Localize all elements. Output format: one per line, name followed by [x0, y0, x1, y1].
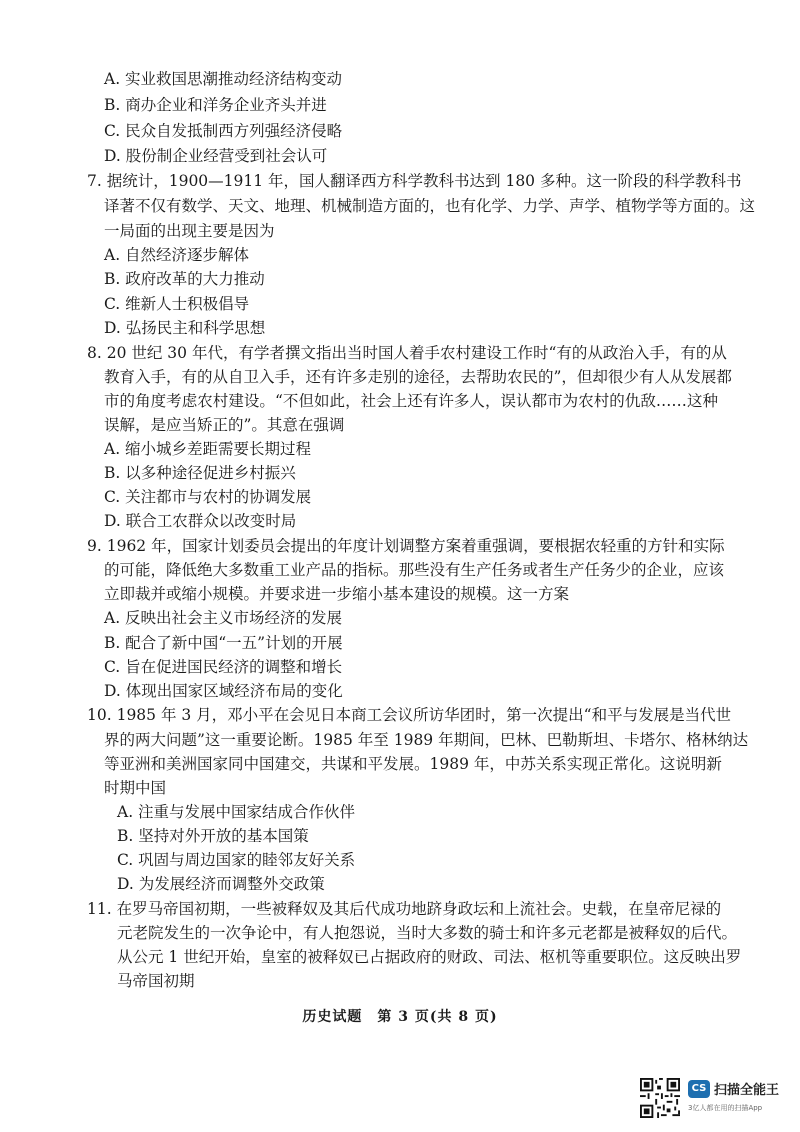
q7-option-d: D. 弘扬民主和科学思想: [104, 319, 266, 337]
q6-option-d: D. 股份制企业经营受到社会认可: [104, 147, 328, 165]
q9-option-d: D. 体现出国家区域经济布局的变化: [104, 682, 343, 700]
q10-option-a: A. 注重与发展中国家结成合作伙伴: [117, 803, 356, 821]
q6-option-c: C. 民众自发抵制西方列强经济侵略: [104, 122, 343, 140]
scanner-tagline: 3亿人都在用的扫描App: [688, 1104, 763, 1112]
q6-option-a: A. 实业救国思潮推动经济结构变动: [104, 70, 343, 88]
q8-option-b: B. 以多种途径促进乡村振兴: [104, 464, 296, 482]
q10-option-d: D. 为发展经济而调整外交政策: [117, 875, 325, 893]
q11-stem-line-3: 从公元 1 世纪开始，皇室的被释奴已占据政府的财政、司法、枢机等重要职位。这反映出罗: [117, 948, 742, 966]
q8-stem-line-1: 8. 20 世纪 30 年代，有学者撰文指出当时国人着手农村建设工作时“有的从政治入手，有的从: [87, 344, 727, 362]
q7-stem-line-3: 一局面的出现主要是因为: [104, 222, 275, 240]
q9-option-c: C. 旨在促进国民经济的调整和增长: [104, 658, 343, 676]
scanner-logo: CS: [688, 1080, 710, 1098]
q8-option-c: C. 关注都市与农村的协调发展: [104, 488, 312, 506]
scanner-brand: 扫描全能王: [714, 1083, 780, 1098]
q9-option-a: A. 反映出社会主义市场经济的发展: [104, 609, 343, 627]
q11-stem-line-4: 马帝国初期: [117, 972, 195, 990]
q9-stem-line-1: 9. 1962 年，国家计划委员会提出的年度计划调整方案着重强调，要根据农轻重的方针和实际: [87, 537, 725, 555]
scanner-watermark: [640, 1076, 790, 1122]
q10-option-c: C. 巩固与周边国家的睦邻友好关系: [117, 851, 356, 869]
q7-option-a: A. 自然经济逐步解体: [104, 246, 250, 264]
q7-stem-line-1: 7. 据统计，1900—1911 年，国人翻译西方科学教科书达到 180 多种。这一阶段的科学教科书: [87, 172, 742, 190]
q11-stem-line-1: 11. 在罗马帝国初期，一些被释奴及其后代成功地跻身政坛和上流社会。史载，在皇帝尼禄的: [87, 900, 722, 918]
page-footer: 历史试题 第 3 页(共 8 页): [302, 1009, 498, 1025]
q7-option-c: C. 维新人士积极倡导: [104, 295, 250, 313]
q9-option-b: B. 配合了新中国“一五”计划的开展: [104, 634, 343, 652]
q10-stem-line-2: 界的两大问题”这一重要论断。1985 年至 1989 年期间，巴林、巴勒斯坦、卡塔尔、格林纳达: [104, 731, 749, 749]
q10-stem-line-4: 时期中国: [104, 779, 167, 797]
q11-stem-line-2: 元老院发生的一次争论中，有人抱怨说，当时大多数的骑士和许多元老都是被释奴的后代。: [117, 924, 738, 942]
qr-code-icon: [640, 1078, 680, 1118]
q6-option-b: B. 商办企业和洋务企业齐头并进: [104, 96, 327, 114]
q10-stem-line-3: 等亚洲和美洲国家同中国建交，共谋和平发展。1989 年，中苏关系实现正常化。这说明新: [104, 755, 722, 773]
q8-stem-line-3: 市的角度考虑农村建设。“不但如此，社会上还有许多人，误认都市为农村的仇敌……这种: [104, 392, 718, 410]
q10-option-b: B. 坚持对外开放的基本国策: [117, 827, 309, 845]
q9-stem-line-3: 立即裁并或缩小规模。并要求进一步缩小基本建设的规模。这一方案: [104, 585, 570, 603]
q8-option-a: A. 缩小城乡差距需要长期过程: [104, 440, 312, 458]
q8-stem-line-2: 教育入手，有的从自卫入手，还有许多走别的途径，去帮助农民的”，但却很少有人从发展都: [104, 368, 732, 386]
q8-stem-line-4: 误解，是应当矫正的”。其意在强调: [104, 416, 345, 434]
q7-stem-line-2: 译著不仅有数学、天文、地理、机械制造方面的，也有化学、力学、声学、植物学等方面的。这: [104, 197, 756, 215]
q7-option-b: B. 政府改革的大力推动: [104, 270, 265, 288]
q8-option-d: D. 联合工农群众以改变时局: [104, 512, 297, 530]
q10-stem-line-1: 10. 1985 年 3 月，邓小平在会见日本商工会议所访华团时，第一次提出“和平与发展是当代世: [87, 706, 732, 724]
q9-stem-line-2: 的可能，降低绝大多数重工业产品的指标。那些没有生产任务或者生产任务少的企业，应该: [104, 561, 725, 579]
